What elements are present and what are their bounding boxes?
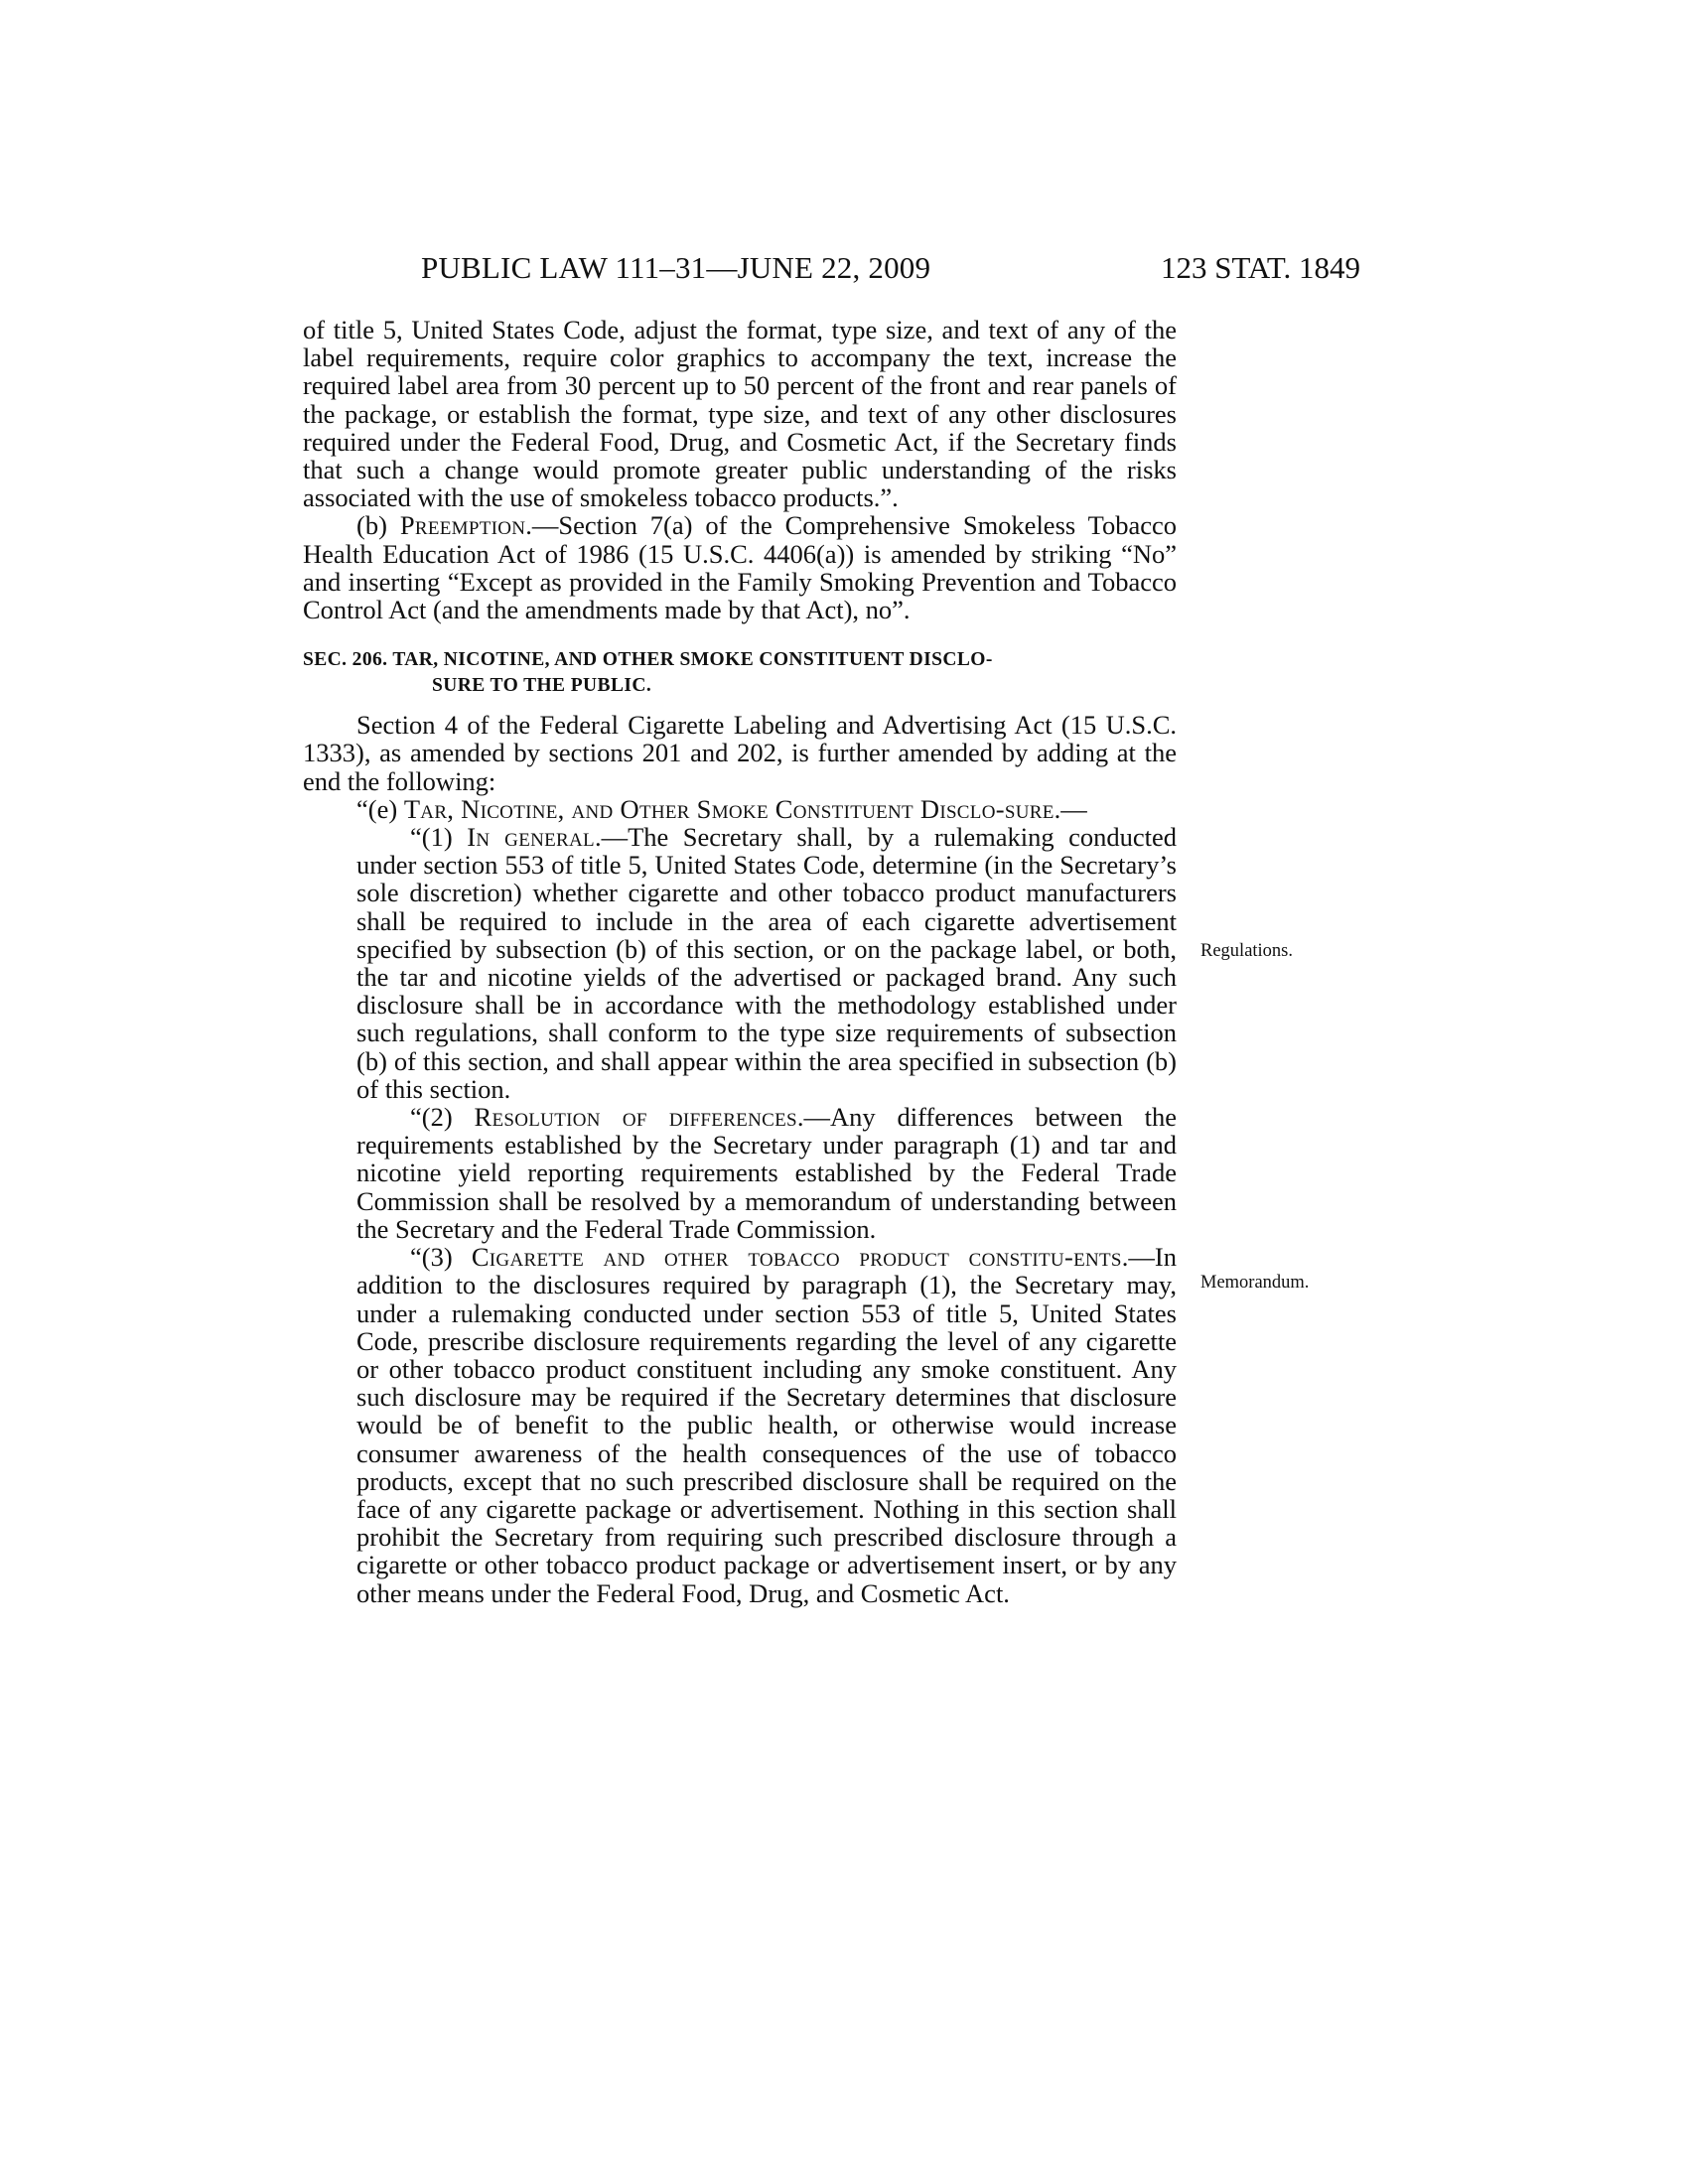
paragraph-2-text: .—Any differences between the requirements established by the Secretary under paragraph (1) and tar and nicotine yield reporting requirements established by the Federal Trade Commission shall be resolved by a memorandum of understanding between the Secretary and the Federal Trade Commission. [356,1102,1177,1244]
subsection-e [303,795,1177,823]
margin-note-memorandum: Memorandum. [1200,1273,1310,1293]
paragraph-1-heading: In general [467,822,595,853]
margin-note-regulations: Regulations. [1200,941,1294,961]
subsection-b-heading: Preemption [399,510,526,541]
paragraph-3-text: .—In addition to the disclosures required by paragraph (1), the Secretary may, under a rulemaking conducted under section 553 of title 5, United States Code, prescribe disclosure requirements regarding the level of any cigarette or other tobacco product constituent including any smoke constituent. Any such disclosure may be required if the Secretary determines that disclosure would be of benefit to the public health, or otherwise would increase consumer awareness of the health consequences of the use of tobacco products, except that no such prescribed disclosure shall be required on the face of any cigarette package or advertisement. Nothing in this section shall prohibit the Secretary from requiring such prescribed disclosure through a cigarette or other tobacco product package or advertisement insert, or by any other means under the Federal Food, Drug, and Cosmetic Act. [356,1242,1177,1608]
paragraph-2-heading: Resolution of differences [474,1102,797,1133]
section-title-line-1: SEC. 206. TAR, NICOTINE, AND OTHER SMOKE CONSTITUENT DISCLO- [303,649,993,671]
subsection-b-text: .—Section 7(a) of the Comprehensive Smokeless Tobacco Health Education Act of 1986 (15 U.S.C. 4406(a)) is amended by striking “No” and inserting “Except as provided in the Family Smoking Prevention and Tobacco Control Act (and the amendments made by that Act), no”. [303,510,1177,625]
paragraph-2 [356,1103,1177,1243]
subsection-b-label: (b) [356,510,400,541]
subsection-e-label: “(e) [356,793,404,824]
paragraph-2-label: “(2) [410,1102,475,1133]
section-title [303,647,1177,699]
section-intro: Section 4 of the Federal Cigarette Labeling and Advertising Act (15 U.S.C. 1333), as amended by sections 201 and 202, is further amended by adding at the end the following: [303,710,1177,796]
continued-paragraph: of title 5, United States Code, adjust the format, type size, and text of any of the label requirements, require color graphics to accompany the text, increase the required label area from 30 percent up to 50 percent of the front and rear panels of the package, or establish the format, type size, and text of any other disclosures required under the Federal Food, Drug, and Cosmetic Act, if the Secretary finds that such a change would promote greater public understanding of the risks associated with the use of smokeless tobacco products.”. [303,315,1177,513]
paragraph-1-text: .—The Secretary shall, by a rulemaking conducted under section 553 of title 5, United States Code, determine (in the Secretary’s sole discretion) whether cigarette and other tobacco product manufacturers shall be required to include in the area of each cigarette advertisement specified by subsection (b) of this section, or on the package label, or both, the tar and nicotine yields of the advertised or packaged brand. Any such disclosure shall be in accordance with the methodology established under such regulations, shall conform to the type size requirements of subsection (b) of this section, and shall appear within the area specified in subsection (b) of this section. [356,822,1177,1104]
running-header-title: PUBLIC LAW 111–31—JUNE 22, 2009 [421,250,931,285]
paragraph-3-label: “(3) [410,1242,472,1273]
paragraph-1-label: “(1) [410,822,468,853]
paragraph-1 [356,823,1177,1103]
paragraph-3-heading: Cigarette and other tobacco product constitu-ents [471,1242,1122,1273]
section-title-line-2: SURE TO THE PUBLIC. [432,675,652,697]
subsection-e-heading: Tar, Nicotine, and Other Smoke Constituent Disclo-sure [403,793,1055,824]
paragraph-3 [356,1243,1177,1607]
document-body [303,316,1177,1607]
subsection-e-dash: .— [1054,793,1087,824]
subsection-b [303,511,1177,623]
running-header-page-number: 123 STAT. 1849 [1160,250,1360,285]
